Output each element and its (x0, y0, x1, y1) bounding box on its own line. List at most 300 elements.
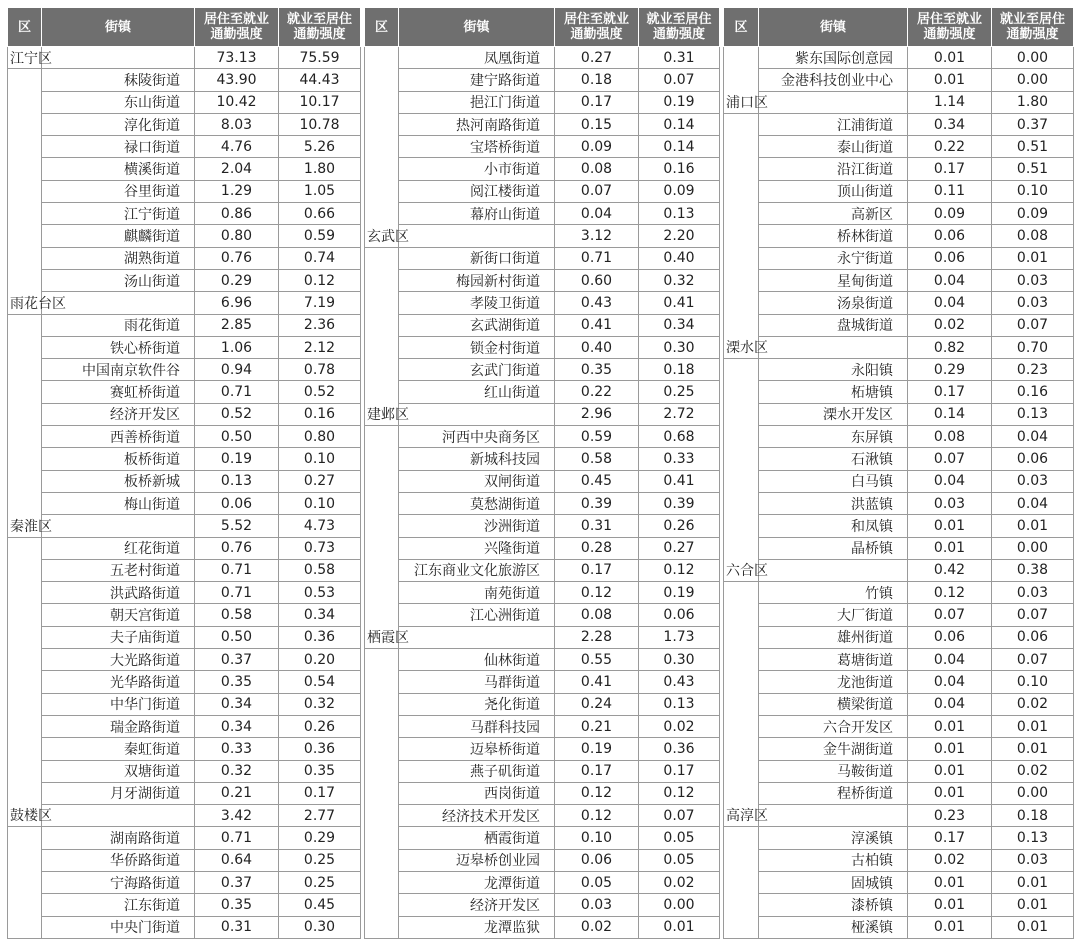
work-to-home-value: 0.07 (992, 604, 1074, 626)
home-to-work-value: 0.01 (908, 715, 992, 737)
district-cell (724, 849, 759, 871)
district-cell (365, 827, 399, 849)
street-cell: 湖熟街道 (42, 247, 195, 269)
work-to-home-value: 0.10 (992, 180, 1074, 202)
district-cell (724, 827, 759, 849)
street-cell: 桥林街道 (759, 225, 908, 247)
home-to-work-value: 0.82 (908, 336, 992, 358)
work-to-home-value: 0.09 (639, 180, 720, 202)
street-cell: 玄武门街道 (399, 359, 555, 381)
district-cell (8, 738, 42, 760)
table-row (8, 894, 361, 916)
table-row (8, 537, 361, 559)
street-cell: 迈皋桥创业园 (399, 849, 555, 871)
work-to-home-value: 0.34 (279, 604, 361, 626)
street-cell: 马群科技园 (399, 715, 555, 737)
street-cell: 顶山街道 (759, 180, 908, 202)
work-to-home-value: 0.07 (639, 69, 720, 91)
work-to-home-value: 0.73 (279, 537, 361, 559)
home-to-work-value: 0.71 (195, 381, 279, 403)
table-row (8, 314, 361, 336)
home-to-work-value: 0.43 (555, 292, 639, 314)
home-to-work-value: 0.04 (908, 470, 992, 492)
district-cell (365, 113, 399, 135)
work-to-home-value: 0.01 (992, 871, 1074, 893)
work-to-home-value: 0.06 (992, 626, 1074, 648)
table-row (8, 604, 361, 626)
work-to-home-value: 4.73 (279, 515, 361, 537)
home-to-work-value: 0.04 (908, 693, 992, 715)
work-to-home-value: 0.14 (639, 136, 720, 158)
work-to-home-value: 0.36 (279, 738, 361, 760)
home-to-work-value: 0.12 (555, 782, 639, 804)
work-to-home-value: 0.12 (639, 782, 720, 804)
header-work-to-home (279, 8, 361, 47)
district-cell (8, 871, 42, 893)
header-home-to-work-line: 居住至就业 (916, 12, 982, 27)
district-cell (724, 693, 759, 715)
work-to-home-value: 0.02 (992, 693, 1074, 715)
street-cell: 瑞金路街道 (42, 715, 195, 737)
home-to-work-value: 3.42 (195, 805, 279, 827)
street-cell (42, 47, 195, 69)
district-cell (8, 470, 42, 492)
work-to-home-value: 0.41 (639, 470, 720, 492)
street-cell: 板桥新城 (42, 470, 195, 492)
district-cell (8, 336, 42, 358)
table-row (365, 492, 720, 514)
district-cell (724, 515, 759, 537)
work-to-home-value: 0.01 (992, 515, 1074, 537)
work-to-home-value: 0.01 (992, 894, 1074, 916)
district-cell (365, 69, 399, 91)
street-cell: 双塘街道 (42, 760, 195, 782)
street-cell: 洪武路街道 (42, 582, 195, 604)
street-cell: 淳溪镇 (759, 827, 908, 849)
district-cell (365, 805, 399, 827)
district-cell (365, 782, 399, 804)
home-to-work-value: 0.11 (908, 180, 992, 202)
home-to-work-value: 0.07 (908, 448, 992, 470)
street-cell: 石湫镇 (759, 448, 908, 470)
street-cell (399, 403, 555, 425)
table-row (8, 871, 361, 893)
table-row (8, 738, 361, 760)
table-row (365, 738, 720, 760)
street-cell: 禄口街道 (42, 136, 195, 158)
home-to-work-value: 0.17 (555, 760, 639, 782)
street-cell: 仙林街道 (399, 649, 555, 671)
table-row (365, 537, 720, 559)
district-row (724, 91, 1074, 113)
table-row (724, 582, 1074, 604)
work-to-home-value: 0.04 (992, 492, 1074, 514)
home-to-work-value: 1.14 (908, 91, 992, 113)
header-district (724, 8, 759, 47)
work-to-home-value: 0.13 (992, 827, 1074, 849)
home-to-work-value: 0.80 (195, 225, 279, 247)
district-cell (724, 582, 759, 604)
work-to-home-value: 0.37 (992, 113, 1074, 135)
work-to-home-value: 0.74 (279, 247, 361, 269)
home-to-work-value: 0.06 (908, 247, 992, 269)
home-to-work-value: 0.05 (555, 871, 639, 893)
district-cell (365, 470, 399, 492)
header-row (365, 8, 720, 47)
work-to-home-value: 0.07 (992, 314, 1074, 336)
work-to-home-value: 1.05 (279, 180, 361, 202)
table-row (365, 203, 720, 225)
home-to-work-value: 0.27 (555, 47, 639, 69)
district-cell (8, 448, 42, 470)
table-row (8, 693, 361, 715)
table-row (365, 671, 720, 693)
street-cell: 江浦街道 (759, 113, 908, 135)
home-to-work-value: 0.45 (555, 470, 639, 492)
work-to-home-value: 0.00 (992, 782, 1074, 804)
district-row (8, 805, 361, 827)
district-cell (724, 247, 759, 269)
street-cell (759, 805, 908, 827)
district-cell (365, 158, 399, 180)
district-cell (365, 671, 399, 693)
table-row (365, 715, 720, 737)
table-row (8, 136, 361, 158)
home-to-work-value: 0.04 (908, 671, 992, 693)
district-cell (365, 314, 399, 336)
work-to-home-value: 0.04 (992, 426, 1074, 448)
work-to-home-value: 0.09 (992, 203, 1074, 225)
work-to-home-value: 0.19 (639, 91, 720, 113)
home-to-work-value: 0.76 (195, 537, 279, 559)
district-cell (8, 671, 42, 693)
table-row (365, 827, 720, 849)
home-to-work-value: 0.03 (555, 894, 639, 916)
table-row (8, 782, 361, 804)
table-row (365, 894, 720, 916)
header-street-line: 街镇 (819, 19, 846, 35)
home-to-work-value: 0.02 (908, 849, 992, 871)
district-cell: 浦口区 (724, 91, 759, 113)
work-to-home-value: 0.03 (992, 269, 1074, 291)
data-table (7, 7, 361, 939)
district-cell (724, 403, 759, 425)
home-to-work-value: 0.34 (908, 113, 992, 135)
home-to-work-value: 0.31 (555, 515, 639, 537)
district-cell (724, 871, 759, 893)
home-to-work-value: 2.85 (195, 314, 279, 336)
table-row (8, 760, 361, 782)
home-to-work-value: 0.09 (908, 203, 992, 225)
street-cell: 东山街道 (42, 91, 195, 113)
header-work-to-home-line: 就业至居住 (999, 12, 1065, 27)
table-row (724, 203, 1074, 225)
street-cell: 马群街道 (399, 671, 555, 693)
table-row (365, 247, 720, 269)
work-to-home-value: 0.13 (639, 693, 720, 715)
work-to-home-value: 10.78 (279, 113, 361, 135)
home-to-work-value: 0.07 (908, 604, 992, 626)
work-to-home-value: 0.40 (639, 247, 720, 269)
street-cell: 龙潭街道 (399, 871, 555, 893)
street-cell: 锁金村街道 (399, 336, 555, 358)
street-cell: 阅江楼街道 (399, 180, 555, 202)
district-cell: 溧水区 (724, 336, 759, 358)
work-to-home-value: 0.14 (639, 113, 720, 135)
table-panel-right (723, 7, 1073, 941)
work-to-home-value: 0.13 (639, 203, 720, 225)
district-cell (365, 381, 399, 403)
table-row (8, 671, 361, 693)
street-cell: 麒麟街道 (42, 225, 195, 247)
table-row (8, 849, 361, 871)
home-to-work-value: 0.10 (555, 827, 639, 849)
work-to-home-value: 0.43 (639, 671, 720, 693)
table-row (365, 693, 720, 715)
home-to-work-value: 0.71 (195, 559, 279, 581)
district-cell (724, 671, 759, 693)
street-cell: 程桥街道 (759, 782, 908, 804)
home-to-work-value: 0.17 (908, 381, 992, 403)
table-row (365, 649, 720, 671)
district-cell (365, 894, 399, 916)
work-to-home-value: 0.18 (992, 805, 1074, 827)
street-cell: 兴隆街道 (399, 537, 555, 559)
header-home-to-work-line: 居住至就业 (203, 12, 269, 27)
district-cell (8, 760, 42, 782)
table-row (8, 626, 361, 648)
street-cell (759, 336, 908, 358)
header-home-to-work (908, 8, 992, 47)
home-to-work-value: 1.29 (195, 180, 279, 202)
home-to-work-value: 0.04 (555, 203, 639, 225)
street-cell: 小市街道 (399, 158, 555, 180)
table-row (724, 738, 1074, 760)
street-cell (399, 626, 555, 648)
home-to-work-value: 0.12 (908, 582, 992, 604)
work-to-home-value: 0.01 (992, 715, 1074, 737)
street-cell (42, 805, 195, 827)
work-to-home-value: 0.16 (639, 158, 720, 180)
street-cell: 和凤镇 (759, 515, 908, 537)
district-cell (365, 871, 399, 893)
work-to-home-value: 0.13 (992, 403, 1074, 425)
work-to-home-value: 0.41 (639, 292, 720, 314)
street-cell: 幕府山街道 (399, 203, 555, 225)
street-cell: 横梁街道 (759, 693, 908, 715)
work-to-home-value: 0.33 (639, 448, 720, 470)
district-cell (724, 203, 759, 225)
home-to-work-value: 0.35 (195, 671, 279, 693)
table-row (365, 760, 720, 782)
street-cell: 中华门街道 (42, 693, 195, 715)
table-row (8, 247, 361, 269)
district-cell (365, 426, 399, 448)
street-cell: 大厂街道 (759, 604, 908, 626)
district-cell (724, 225, 759, 247)
street-cell: 经济技术开发区 (399, 805, 555, 827)
work-to-home-value: 5.26 (279, 136, 361, 158)
table-row (724, 247, 1074, 269)
table-row (724, 916, 1074, 938)
street-cell: 龙潭监狱 (399, 916, 555, 938)
district-cell (724, 649, 759, 671)
work-to-home-value: 0.05 (639, 849, 720, 871)
street-cell: 古柏镇 (759, 849, 908, 871)
district-cell (8, 849, 42, 871)
work-to-home-value: 0.10 (279, 492, 361, 514)
work-to-home-value: 0.25 (279, 871, 361, 893)
home-to-work-value: 0.07 (555, 180, 639, 202)
table-body (365, 47, 720, 939)
district-cell (8, 693, 42, 715)
home-to-work-value: 0.18 (555, 69, 639, 91)
street-cell: 紫东国际创意园 (759, 47, 908, 69)
work-to-home-value: 0.03 (992, 292, 1074, 314)
street-cell: 宁海路街道 (42, 871, 195, 893)
home-to-work-value: 0.01 (908, 515, 992, 537)
header-district (8, 8, 42, 47)
home-to-work-value: 0.22 (908, 136, 992, 158)
district-cell: 鼓楼区 (8, 805, 42, 827)
table-row (365, 782, 720, 804)
district-cell (724, 314, 759, 336)
home-to-work-value: 0.23 (908, 805, 992, 827)
street-cell: 西善桥街道 (42, 426, 195, 448)
header-street-line: 街镇 (463, 19, 490, 35)
work-to-home-value: 0.68 (639, 426, 720, 448)
table-row (8, 916, 361, 938)
street-cell: 秣陵街道 (42, 69, 195, 91)
district-cell (365, 359, 399, 381)
district-row (8, 515, 361, 537)
home-to-work-value: 0.17 (908, 158, 992, 180)
district-cell (724, 782, 759, 804)
work-to-home-value: 0.07 (992, 649, 1074, 671)
table-row (365, 180, 720, 202)
street-cell: 谷里街道 (42, 180, 195, 202)
street-cell: 燕子矶街道 (399, 760, 555, 782)
table-row (365, 582, 720, 604)
work-to-home-value: 0.26 (639, 515, 720, 537)
table-row (724, 180, 1074, 202)
home-to-work-value: 0.71 (555, 247, 639, 269)
street-cell: 红花街道 (42, 537, 195, 559)
street-cell: 葛塘街道 (759, 649, 908, 671)
home-to-work-value: 0.01 (908, 760, 992, 782)
street-cell: 白马镇 (759, 470, 908, 492)
district-cell (8, 180, 42, 202)
work-to-home-value: 0.25 (639, 381, 720, 403)
district-cell: 玄武区 (365, 225, 399, 247)
table-row (724, 492, 1074, 514)
street-cell: 雨花街道 (42, 314, 195, 336)
street-cell: 迈皋桥街道 (399, 738, 555, 760)
home-to-work-value: 0.35 (195, 894, 279, 916)
home-to-work-value: 0.19 (195, 448, 279, 470)
home-to-work-value: 0.17 (555, 559, 639, 581)
work-to-home-value: 0.30 (639, 336, 720, 358)
work-to-home-value: 0.16 (279, 403, 361, 425)
work-to-home-value: 0.27 (639, 537, 720, 559)
district-cell (365, 693, 399, 715)
table-body (724, 47, 1074, 939)
home-to-work-value: 6.96 (195, 292, 279, 314)
district-cell: 建邺区 (365, 403, 399, 425)
table-row (365, 805, 720, 827)
table-row (365, 136, 720, 158)
table-row (8, 426, 361, 448)
home-to-work-value: 0.40 (555, 336, 639, 358)
work-to-home-value: 0.17 (639, 760, 720, 782)
work-to-home-value: 0.34 (639, 314, 720, 336)
district-cell (365, 738, 399, 760)
street-cell: 河西中央商务区 (399, 426, 555, 448)
street-cell: 沿江街道 (759, 158, 908, 180)
district-cell (365, 760, 399, 782)
district-cell (365, 604, 399, 626)
table-row (724, 314, 1074, 336)
table-row (365, 47, 720, 69)
district-cell (365, 136, 399, 158)
table-header (365, 8, 720, 47)
home-to-work-value: 43.90 (195, 69, 279, 91)
table-row (724, 47, 1074, 69)
district-cell (365, 515, 399, 537)
street-cell: 栖霞街道 (399, 827, 555, 849)
header-district (365, 8, 399, 47)
table-row (8, 492, 361, 514)
street-cell: 莫愁湖街道 (399, 492, 555, 514)
district-cell (365, 715, 399, 737)
home-to-work-value: 0.58 (555, 448, 639, 470)
district-cell: 江宁区 (8, 47, 42, 69)
header-work-to-home-line: 通勤强度 (1006, 27, 1059, 42)
district-cell (724, 894, 759, 916)
street-cell: 宝塔桥街道 (399, 136, 555, 158)
table-row (8, 91, 361, 113)
street-cell: 六合开发区 (759, 715, 908, 737)
district-cell (365, 91, 399, 113)
table-row (724, 69, 1074, 91)
district-cell (724, 113, 759, 135)
street-cell: 汤泉街道 (759, 292, 908, 314)
district-row (724, 559, 1074, 581)
home-to-work-value: 0.17 (555, 91, 639, 113)
district-cell (8, 403, 42, 425)
table-row (365, 515, 720, 537)
header-row (8, 8, 361, 47)
header-work-to-home (992, 8, 1074, 47)
home-to-work-value: 2.28 (555, 626, 639, 648)
district-row (365, 225, 720, 247)
district-cell: 六合区 (724, 559, 759, 581)
street-cell: 光华路街道 (42, 671, 195, 693)
work-to-home-value: 0.32 (279, 693, 361, 715)
street-cell: 江心洲街道 (399, 604, 555, 626)
header-street (759, 8, 908, 47)
table-row (724, 760, 1074, 782)
street-cell: 汤山街道 (42, 269, 195, 291)
header-work-to-home-line: 通勤强度 (652, 27, 705, 42)
district-cell (8, 113, 42, 135)
district-cell (365, 537, 399, 559)
street-cell: 雄州街道 (759, 626, 908, 648)
work-to-home-value: 0.00 (992, 537, 1074, 559)
work-to-home-value: 0.51 (992, 136, 1074, 158)
district-cell (724, 470, 759, 492)
work-to-home-value: 0.23 (992, 359, 1074, 381)
